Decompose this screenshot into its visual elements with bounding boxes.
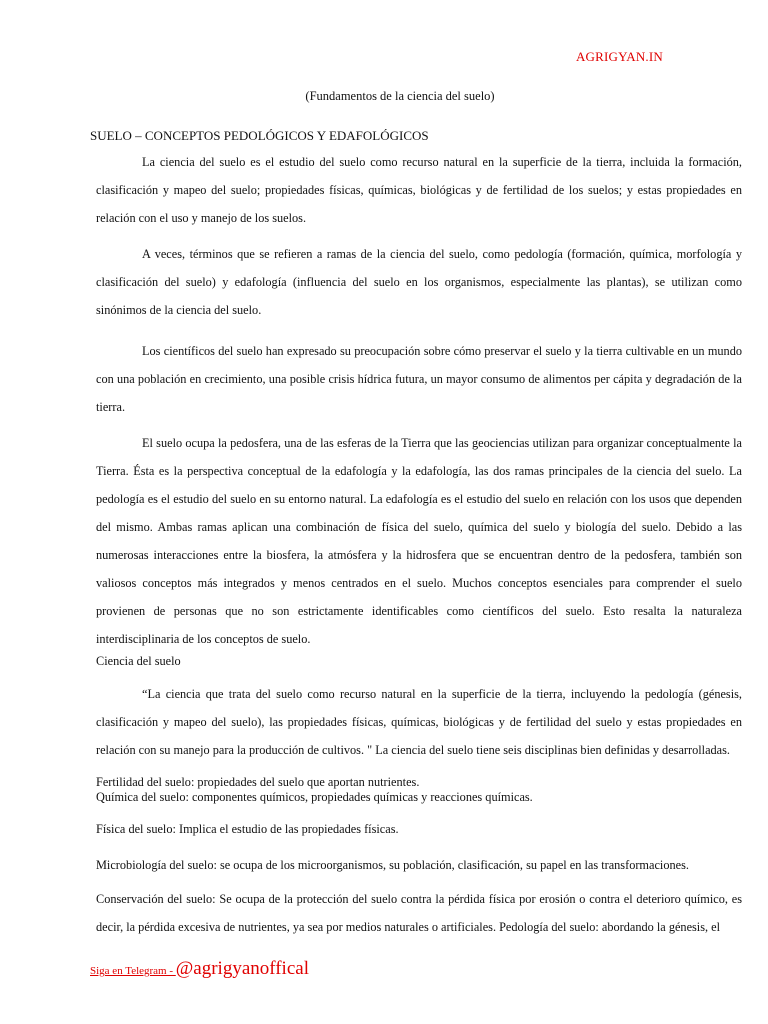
paragraph-4 xyxy=(96,429,742,653)
section-title: SUELO – CONCEPTOS PEDOLÓGICOS Y EDAFOLÓGICOS xyxy=(90,128,429,143)
paragraph-1 xyxy=(96,148,742,232)
discipline-fertility: Fertilidad del suelo: propiedades del suelo que aportan nutrientes. xyxy=(96,775,420,789)
disciplines-block xyxy=(96,775,742,805)
document-subtitle: (Fundamentos de la ciencia del suelo) xyxy=(305,89,495,103)
telegram-footer xyxy=(90,958,309,980)
discipline-chemistry: Química del suelo: componentes químicos, propiedades químicas y reacciones químicas. xyxy=(96,790,533,804)
paragraph-text: Los científicos del suelo han expresado su preocupación sobre cómo preservar el suelo y la tierra cultivable en un mundo con una población en crecimiento, una posible crisis hídrica futura, un mayor consumo de alimentos per cápita y degradación de la tierra. xyxy=(96,344,742,414)
discipline-microbiology: Microbiología del suelo: se ocupa de los microorganismos, su población, clasificación, su papel en las transformaciones. xyxy=(96,858,689,872)
quote-paragraph xyxy=(96,680,742,764)
paragraph-text: A veces, términos que se refieren a ramas de la ciencia del suelo, como pedología (formación, química, morfología y clasificación del suelo) y edafología (influencia del suelo en los organismos, especialmente las plantas), se utilizan como sinónimos de la ciencia del suelo. xyxy=(96,247,742,317)
discipline-physics: Física del suelo: Implica el estudio de las propiedades físicas. xyxy=(96,822,399,836)
brand-name: AGRIGYAN.IN xyxy=(575,49,663,64)
telegram-link[interactable]: Siga en Telegram - xyxy=(90,965,176,977)
subheading: Ciencia del suelo xyxy=(96,654,181,668)
discipline-conservation-block xyxy=(96,885,742,941)
paragraph-2 xyxy=(96,240,742,324)
paragraph-3 xyxy=(96,337,742,421)
paragraph-text: El suelo ocupa la pedosfera, una de las esferas de la Tierra que las geociencias utilizan para organizar conceptualmente la Tierra. Ésta es la perspectiva conceptual de la edafología y la edafología, las dos ramas principales de la ciencia del suelo. La pedología es el estudio del suelo en su entorno natural. La edafología es el estudio del suelo en relación con los usos que dependen del mismo. Ambas ramas aplican una combinación de física del suelo, química del suelo y biología del suelo. Debido a las numerosas interacciones entre la biosfera, la atmósfera y la hidrosfera que se encuentran dentro de la pedosfera, también son valiosos conceptos más integrados y menos centrados en el suelo. Muchos conceptos esenciales para comprender el suelo provienen de personas que no son estrictamente identificables como científicos del suelo. Esto resalta la naturaleza interdisciplinaria de los conceptos de suelo. xyxy=(96,436,742,646)
quote-text: “La ciencia que trata del suelo como recurso natural en la superficie de la tierra, incluyendo la pedología (génesis, clasificación y mapeo del suelo), las propiedades físicas, químicas, biológicas y de fertilidad del suelo y estas propiedades en relación con su manejo para la producción de cultivos. " La ciencia del suelo tiene seis disciplinas bien definidas y desarrolladas. xyxy=(96,687,742,757)
paragraph-text: La ciencia del suelo es el estudio del suelo como recurso natural en la superficie de la tierra, incluida la formación, clasificación y mapeo del suelo; propiedades físicas, químicas, biológicas y de fertilidad de los suelos; y estas propiedades en relación con el uso y manejo de los suelos. xyxy=(96,155,742,225)
telegram-handle[interactable]: @agrigyanoffical xyxy=(175,958,309,979)
discipline-conservation: Conservación del suelo: Se ocupa de la protección del suelo contra la pérdida física por erosión o contra el deterioro químico, es decir, la pérdida excesiva de nutrientes, ya sea por medios naturales o artificiales. Pedología del suelo: abordando la génesis, el xyxy=(96,892,742,934)
